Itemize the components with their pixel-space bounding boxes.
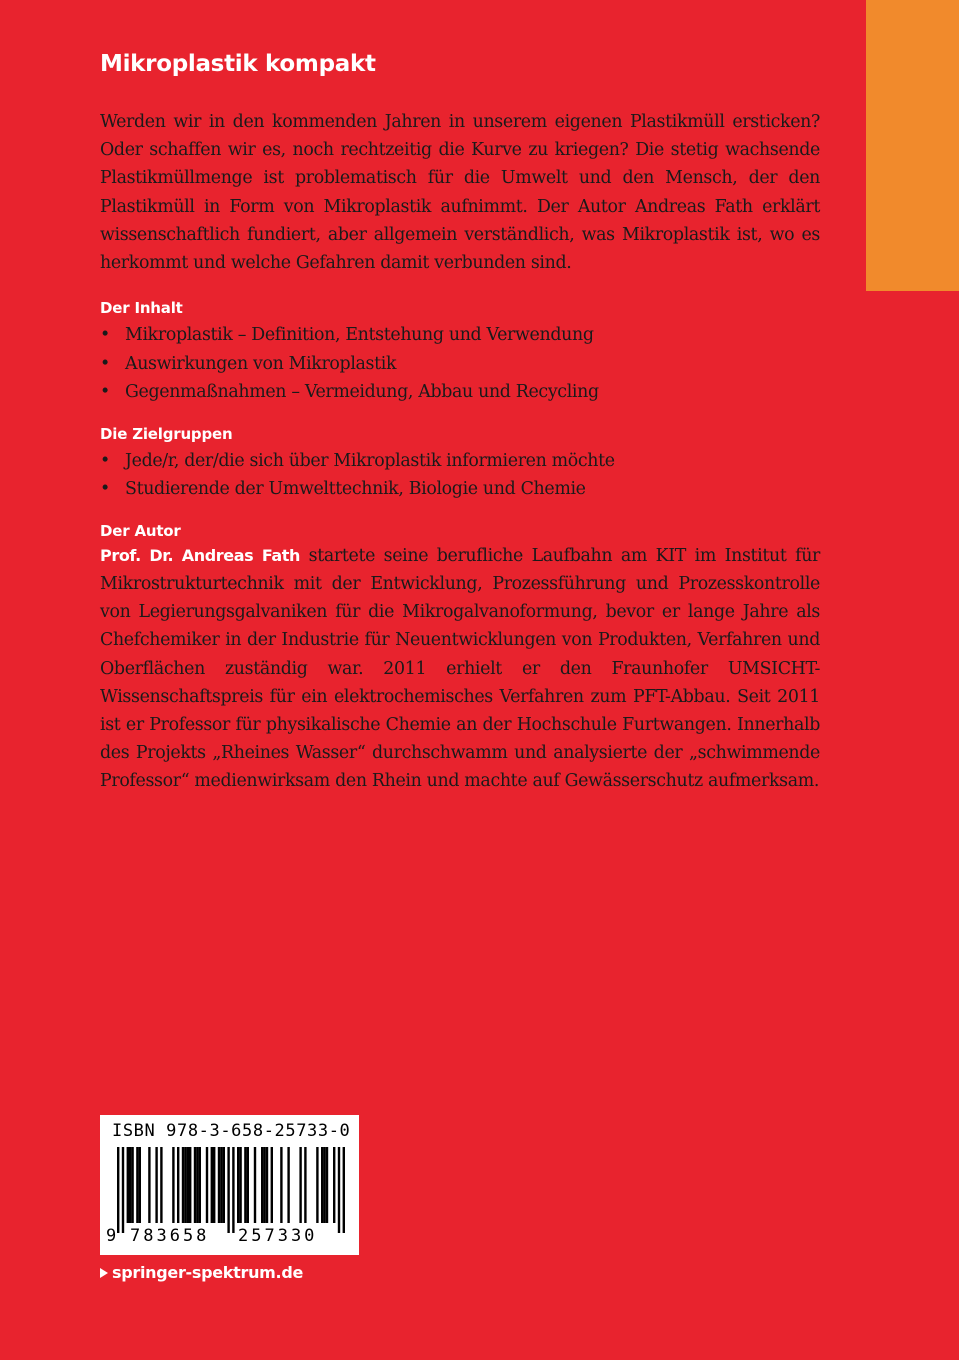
barcode-bar — [261, 1147, 263, 1223]
inhalt-heading: Der Inhalt — [100, 299, 183, 318]
back-cover-content — [100, 44, 820, 796]
list-item: • Jede/r, der/die sich über Mikroplastik informieren möchte — [100, 447, 820, 476]
barcode-bar — [299, 1147, 301, 1223]
bullet-icon: • — [100, 382, 110, 403]
barcode-bar — [172, 1147, 174, 1223]
barcode-bar — [187, 1147, 189, 1223]
barcode-bar — [196, 1147, 198, 1223]
inhalt-list — [100, 321, 820, 407]
barcode-bar — [148, 1147, 150, 1223]
publisher-url: springer-spektrum.de — [112, 1263, 304, 1282]
barcode-bar — [227, 1147, 229, 1233]
list-item: • Mikroplastik – Definition, Entstehung und Verwendung — [100, 321, 820, 350]
barcode-bar — [247, 1147, 249, 1223]
barcode-bar — [117, 1147, 119, 1233]
barcode-bar — [155, 1147, 157, 1223]
barcode-bar — [220, 1147, 222, 1223]
barcode-bar — [199, 1147, 201, 1223]
zielgruppen-list — [100, 447, 820, 504]
barcode-bar — [131, 1147, 133, 1223]
barcode-bar — [316, 1147, 318, 1223]
barcode-bar — [326, 1147, 328, 1223]
barcode-bar — [271, 1147, 273, 1223]
author-name: Prof. Dr. Andreas Fath — [100, 545, 301, 565]
barcode-bar — [266, 1147, 268, 1223]
arrow-right-icon — [100, 1268, 108, 1278]
barcode-digit-group-right: 257330 — [238, 1226, 318, 1246]
bullet-icon: • — [100, 325, 110, 346]
barcode-bar — [323, 1147, 325, 1223]
barcode-bar — [343, 1147, 345, 1233]
barcode-bar — [287, 1147, 289, 1223]
book-title: Mikroplastik kompakt — [100, 51, 376, 77]
barcode-bar — [122, 1147, 124, 1233]
barcode-bar — [304, 1147, 306, 1223]
barcode-bar — [263, 1147, 265, 1223]
isbn-barcode — [100, 1115, 359, 1255]
barcode-bar — [232, 1147, 234, 1233]
orange-accent-tab — [866, 0, 959, 291]
barcode-digit-group-left: 783658 — [130, 1226, 210, 1246]
barcode-bar — [182, 1147, 184, 1223]
barcode-bar — [338, 1147, 340, 1233]
barcode-bar — [218, 1147, 220, 1223]
barcode-bar — [321, 1147, 323, 1223]
barcode-bar — [223, 1147, 225, 1223]
zielgruppen-heading: Die Zielgruppen — [100, 424, 233, 443]
isbn-label: ISBN 978-3-658-25733-0 — [112, 1121, 351, 1141]
barcode-digit-first: 9 — [106, 1226, 117, 1246]
barcode-bar — [280, 1147, 282, 1223]
barcode-bar — [129, 1147, 131, 1223]
barcode-digits — [100, 1226, 359, 1250]
barcode-bar — [184, 1147, 186, 1223]
list-item: • Auswirkungen von Mikroplastik — [100, 350, 820, 379]
author-bio: startete seine berufliche Laufbahn am KIT im Institut für Mikrostrukturtechnik mit der Entwicklung, Prozessführung und Prozesskontrolle von Legierungsgalvaniken für die Mikrogalvanoformung, bevor er lange Jahre als Chefchemiker in der Industrie für Neuentwicklungen von Produkten, Verfahren und Oberflächen zuständig war. 2011 erhielt er den Fraunhofer UMSICHT-Wissenschaftspreis für ein elektrochemisches Verfahren zum PFT-Abbau. Seit 2011 ist er Professor für physikalische Chemie an der Hochschule Furtwangen. Innerhalb des Projekts „Rheines Wasser“ durchschwamm und analysierte der „schwimmende Professor“ medienwirksam den Rhein und machte auf Gewässerschutz aufmerksam. — [100, 545, 821, 792]
barcode-bar — [244, 1147, 246, 1223]
intro-paragraph: Werden wir in den kommenden Jahren in unserem eigenen Plastikmüll ersticken? Oder schaffen wir es, noch rechtzeitig die Kurve zu kriegen? Die stetig wachsende Plastikmüllmenge ist problematisch für die Umwelt und den Mensch, der den Plastikmüll in Form von Mikroplastik aufnimmt. Der Autor Andreas Fath erklärt wissenschaftlich fundiert, aber allgemein verständlich, was Mikroplastik ist, wo es herkommt und welche Gefahren damit verbunden sind. — [100, 112, 820, 274]
barcode-bar — [139, 1147, 141, 1223]
bullet-icon: • — [100, 479, 110, 500]
list-item: • Gegenmaßnahmen – Vermeidung, Abbau und Recycling — [100, 378, 820, 407]
bullet-icon: • — [100, 450, 110, 471]
barcode-bar — [333, 1147, 335, 1223]
barcode-bar — [177, 1147, 179, 1223]
barcode-bar — [160, 1147, 162, 1223]
barcode-bar — [237, 1147, 239, 1223]
bullet-icon: • — [100, 353, 110, 374]
barcode-bar — [206, 1147, 208, 1223]
barcode-bar — [239, 1147, 241, 1223]
barcode-bar — [194, 1147, 196, 1223]
barcode-bar — [254, 1147, 256, 1223]
barcode-bar — [127, 1147, 129, 1223]
author-paragraph — [100, 542, 820, 796]
barcode-bar — [189, 1147, 191, 1223]
barcode-bar — [213, 1147, 215, 1223]
publisher-link[interactable] — [100, 1263, 303, 1282]
list-item: • Studierende der Umwelttechnik, Biologie und Chemie — [100, 475, 820, 504]
barcode-bar — [136, 1147, 138, 1223]
autor-heading: Der Autor — [100, 521, 181, 540]
barcode-bar — [211, 1147, 213, 1223]
